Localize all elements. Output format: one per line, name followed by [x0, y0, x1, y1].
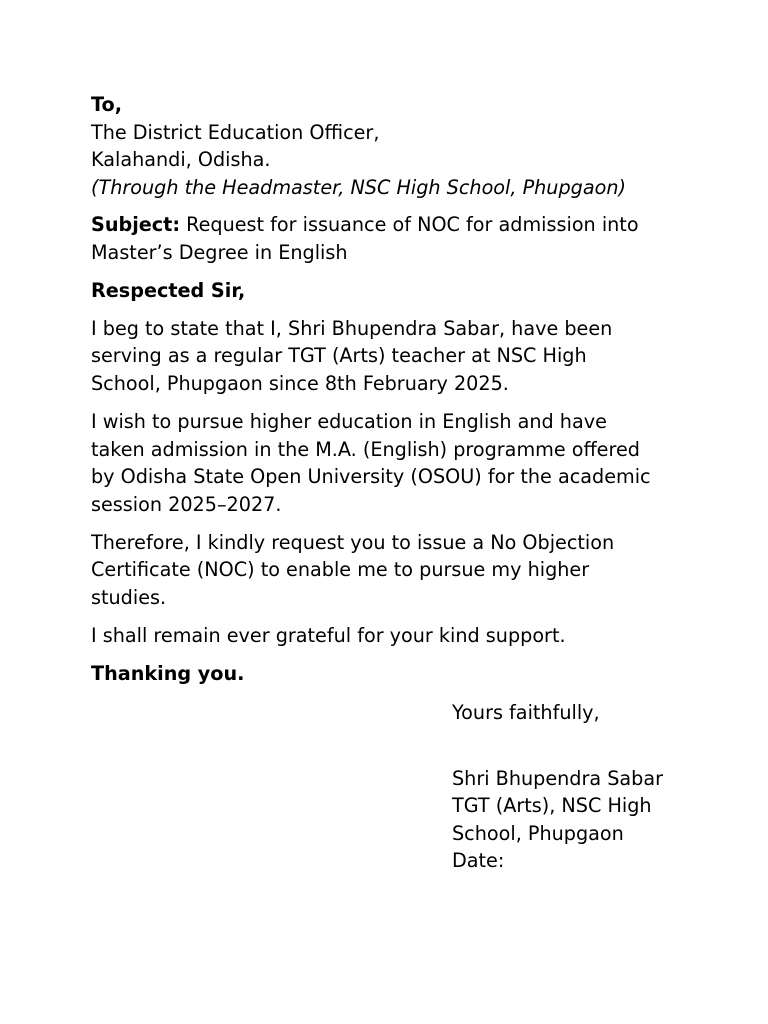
subject-label: Subject:: [91, 213, 181, 237]
paragraph-line: session 2025–2027.: [91, 492, 282, 516]
paragraph-line: Certificate (NOC) to enable me to pursue my higher: [91, 558, 590, 582]
paragraph-line: I wish to pursue higher education in English and have: [91, 409, 607, 433]
paragraph: [91, 529, 691, 612]
recipient-line: Kalahandi, Odisha.: [91, 148, 271, 172]
thanks-block: [91, 660, 691, 688]
paragraph: [91, 315, 691, 398]
signature-block: [452, 699, 752, 875]
paragraph-line: I beg to state that I, Shri Bhupendra Sabar, have been: [91, 316, 613, 340]
signature-date: Date:: [452, 849, 505, 873]
paragraph-line: by Odisha State Open University (OSOU) for the academic: [91, 465, 651, 489]
signature-school: School, Phupgaon: [452, 821, 624, 845]
subject-block: [91, 211, 691, 266]
greeting-block: [91, 277, 691, 305]
recipient-block: [91, 91, 691, 201]
subject-line: [91, 211, 691, 239]
salutation-to: To,: [91, 93, 123, 116]
letter-body: [91, 91, 691, 688]
greeting: Respected Sir,: [91, 278, 246, 302]
paragraph-line: serving as a regular TGT (Arts) teacher at NSC High: [91, 344, 587, 368]
signature-name: Shri Bhupendra Sabar: [452, 766, 663, 790]
paragraph-line: I shall remain ever grateful for your kind support.: [91, 624, 566, 648]
paragraph: [91, 622, 691, 650]
recipient-line: The District Education Officer,: [91, 120, 380, 144]
paragraph-line: studies.: [91, 586, 167, 609]
signature-space: [452, 727, 752, 765]
subject-line: Master’s Degree in English: [91, 240, 348, 264]
paragraph-line: School, Phupgaon since 8th February 2025.: [91, 371, 509, 395]
subject-text: Request for issuance of NOC for admission into: [180, 213, 639, 237]
closing-line: Yours faithfully,: [452, 701, 600, 724]
paragraph-line: Therefore, I kindly request you to issue a No Objection: [91, 530, 615, 554]
paragraph: [91, 408, 691, 518]
through-line: (Through the Headmaster, NSC High School, Phupgaon): [91, 175, 626, 199]
paragraph-line: taken admission in the M.A. (English) programme offered: [91, 437, 640, 461]
thanks-line: Thanking you.: [91, 662, 245, 686]
signature-designation: TGT (Arts), NSC High: [452, 794, 652, 818]
